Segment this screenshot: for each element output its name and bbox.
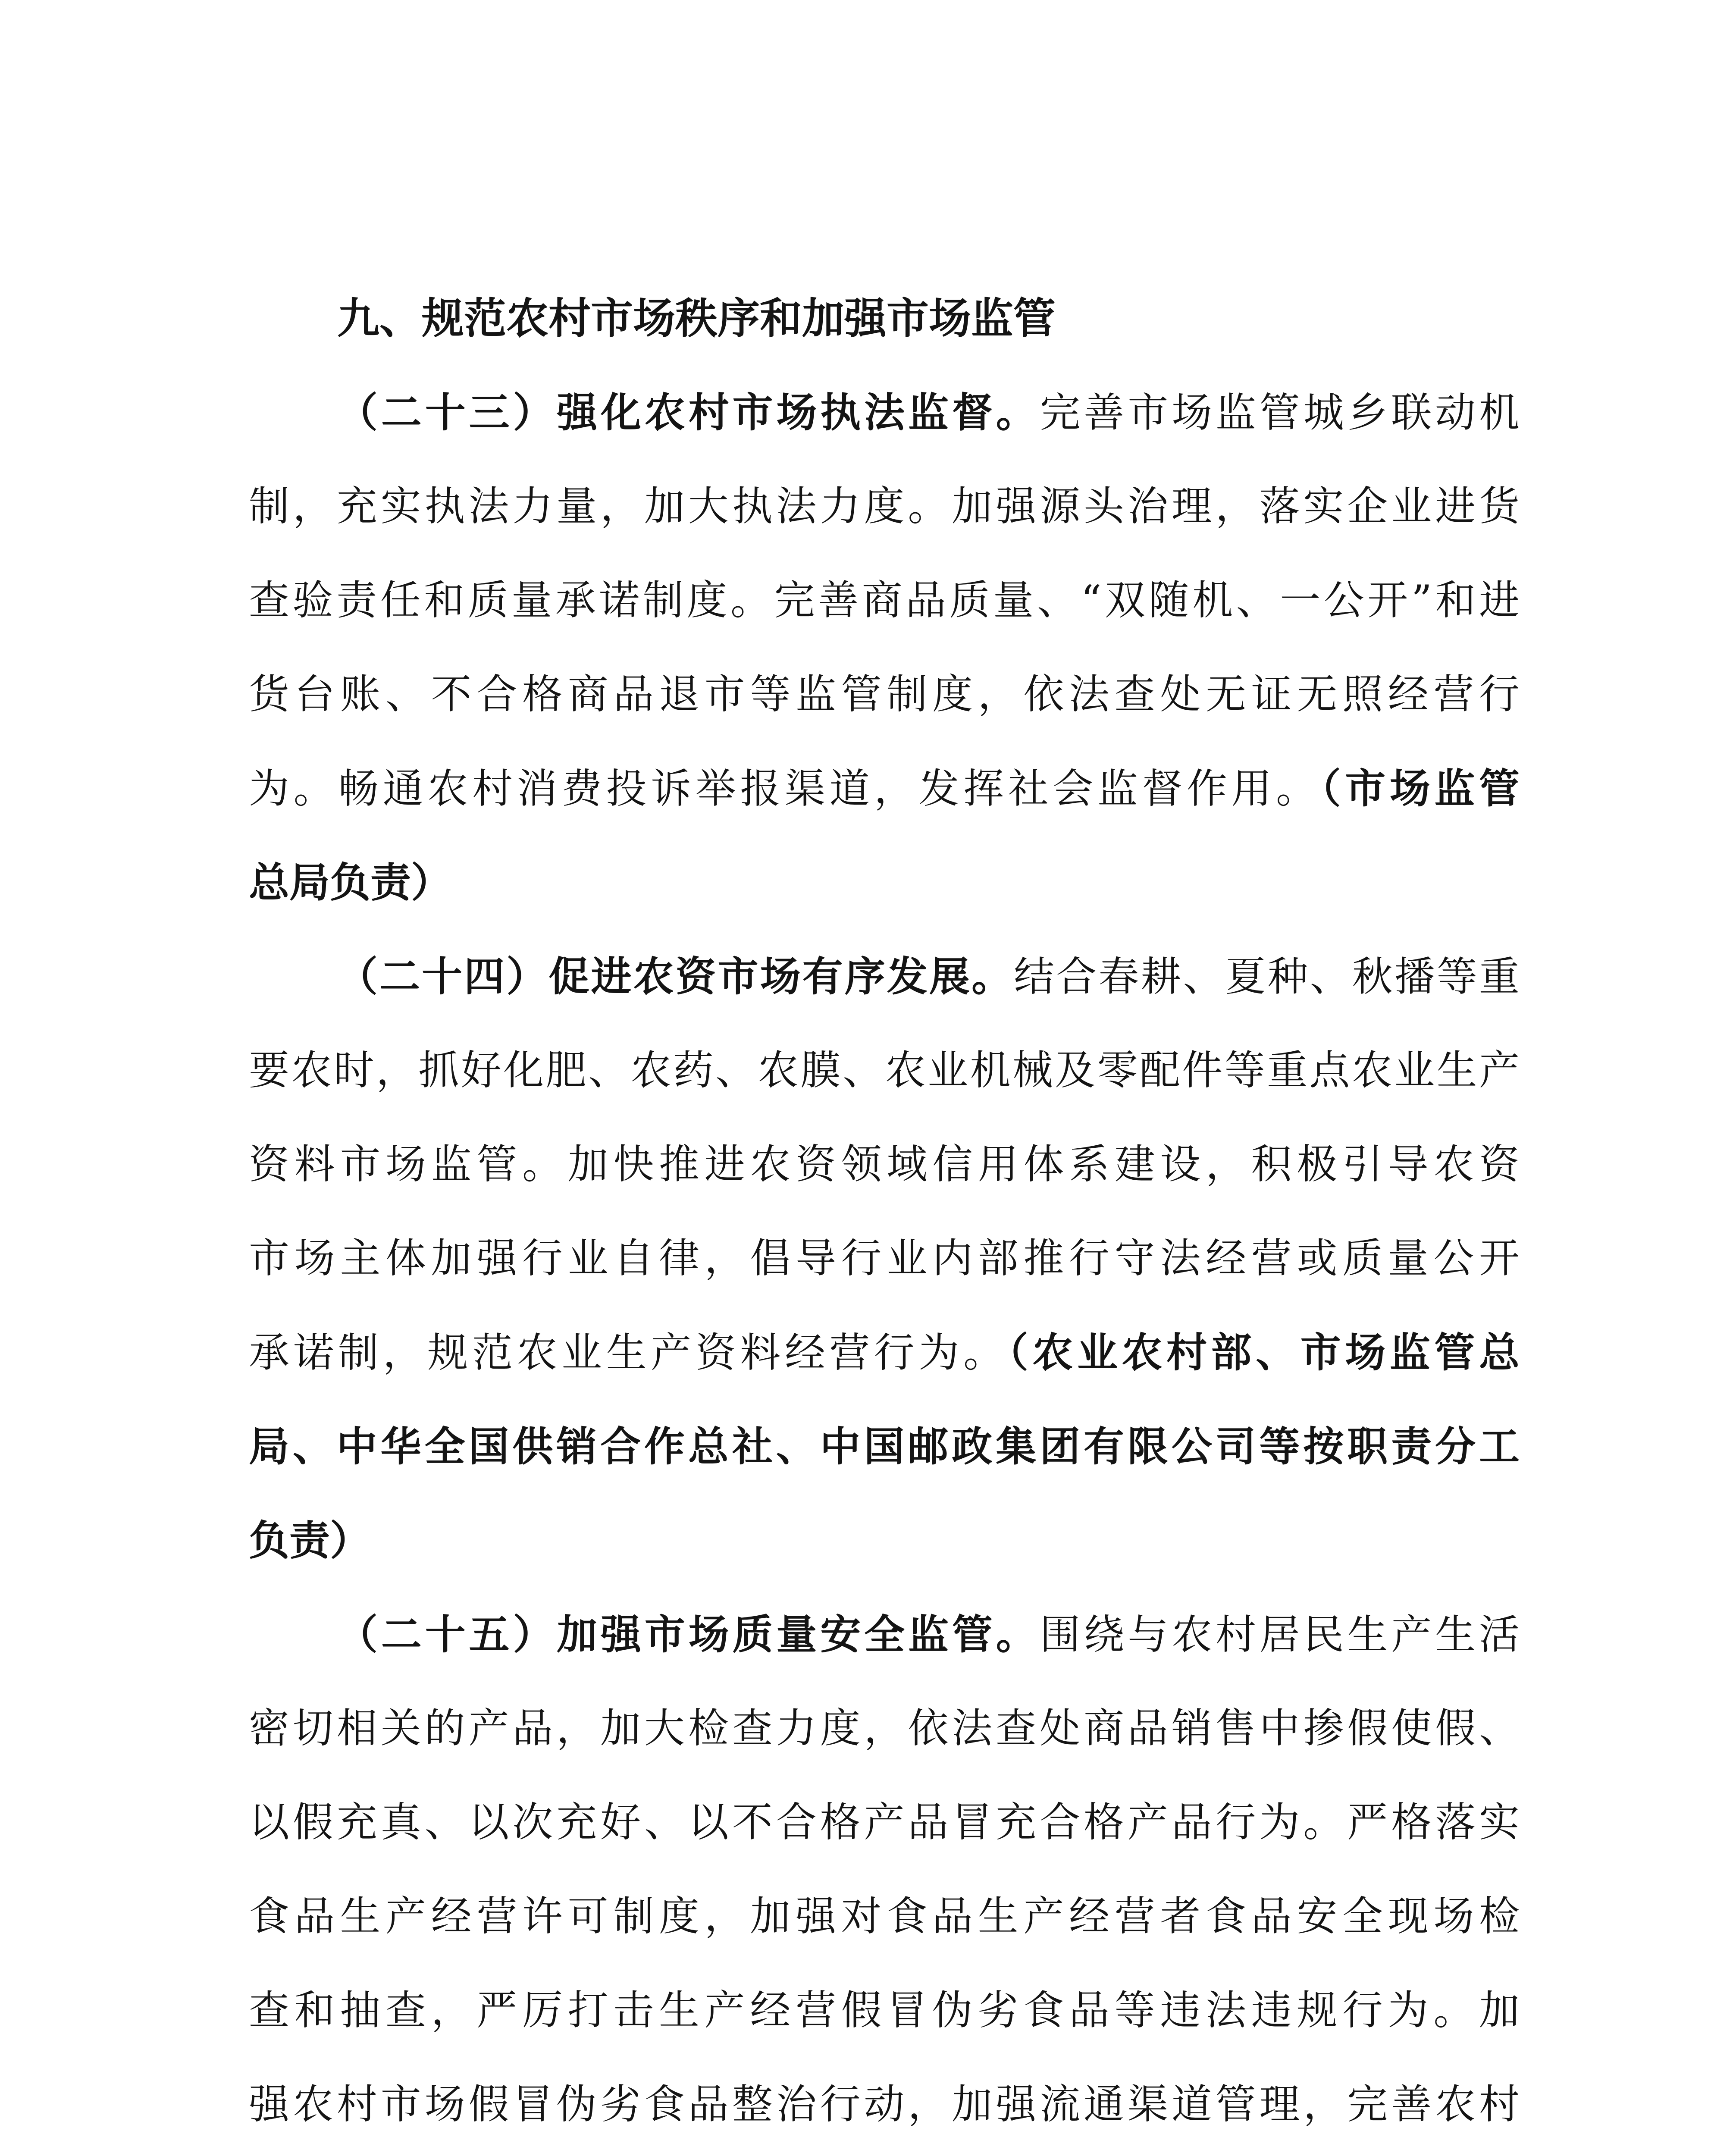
text-line	[249, 2058, 1520, 2152]
item-title: （二十四）促进农资市场有序发展。	[337, 953, 1014, 1000]
text-line	[249, 1400, 1520, 1494]
body-text: 食品生产经营许可制度，加强对食品生产经营者食品安全现场检	[249, 1893, 1520, 1940]
text-line	[249, 930, 1520, 1024]
text-line	[249, 460, 1520, 554]
body-text: 制，充实执法力量，加大执法力度。加强源头治理，落实企业进货	[249, 483, 1520, 530]
responsibility-note: 局、中华全国供销合作总社、中国邮政集团有限公司等按职责分工	[249, 1423, 1520, 1470]
body-text: 承诺制，规范农业生产资料经营行为。	[249, 1329, 1008, 1376]
text-line	[249, 1306, 1520, 1400]
text-line	[249, 366, 1520, 460]
body-text: 围绕与农村居民生产生活	[1040, 1611, 1520, 1658]
section-heading: 九、规范农村市场秩序和加强市场监管	[337, 294, 1056, 343]
text-line	[249, 1682, 1520, 1776]
responsibility-note: （农业农村部、市场监管总	[1008, 1329, 1520, 1376]
text-line	[249, 1494, 1520, 1588]
text-line	[249, 1024, 1520, 1118]
document-body	[249, 272, 1520, 2152]
body-text: 市场主体加强行业自律，倡导行业内部推行守法经营或质量公开	[249, 1235, 1520, 1282]
body-text: 结合春耕、夏种、秋播等重	[1014, 953, 1520, 1000]
body-text: 完善市场监管城乡联动机	[1040, 389, 1520, 436]
text-line	[249, 1118, 1520, 1212]
body-text: 密切相关的产品，加大检查力度，依法查处商品销售中掺假使假、	[249, 1705, 1520, 1752]
text-line	[249, 742, 1520, 836]
body-text: 查和抽查，严厉打击生产经营假冒伪劣食品等违法违规行为。加	[249, 1987, 1520, 2034]
text-line	[249, 1964, 1520, 2058]
responsibility-note: 总局负责）	[249, 859, 452, 906]
text-line	[249, 1776, 1520, 1870]
body-text: 要农时，抓好化肥、农药、农膜、农业机械及零配件等重点农业生产	[249, 1047, 1520, 1094]
responsibility-note: 负责）	[249, 1517, 371, 1564]
text-line	[249, 836, 1520, 930]
body-text: 查验责任和质量承诺制度。完善商品质量、“双随机、一公开”和进	[249, 577, 1520, 624]
body-text: 货台账、不合格商品退市等监管制度，依法查处无证无照经营行	[249, 671, 1520, 718]
text-line	[249, 1870, 1520, 1964]
body-text: 资料市场监管。加快推进农资领域信用体系建设，积极引导农资	[249, 1141, 1520, 1188]
item-title: （二十五）加强市场质量安全监管。	[337, 1611, 1040, 1658]
body-text: 以假充真、以次充好、以不合格产品冒充合格产品行为。严格落实	[249, 1799, 1520, 1846]
body-text: 强农村市场假冒伪劣食品整治行动，加强流通渠道管理，完善农村	[249, 2081, 1520, 2128]
text-line	[249, 648, 1520, 742]
text-line	[249, 1588, 1520, 1682]
responsibility-note: （市场监管	[1320, 765, 1520, 812]
text-line	[249, 554, 1520, 648]
body-text: 为。畅通农村消费投诉举报渠道，发挥社会监督作用。	[249, 765, 1321, 812]
text-line	[249, 1212, 1520, 1306]
item-title: （二十三）强化农村市场执法监督。	[337, 389, 1040, 436]
